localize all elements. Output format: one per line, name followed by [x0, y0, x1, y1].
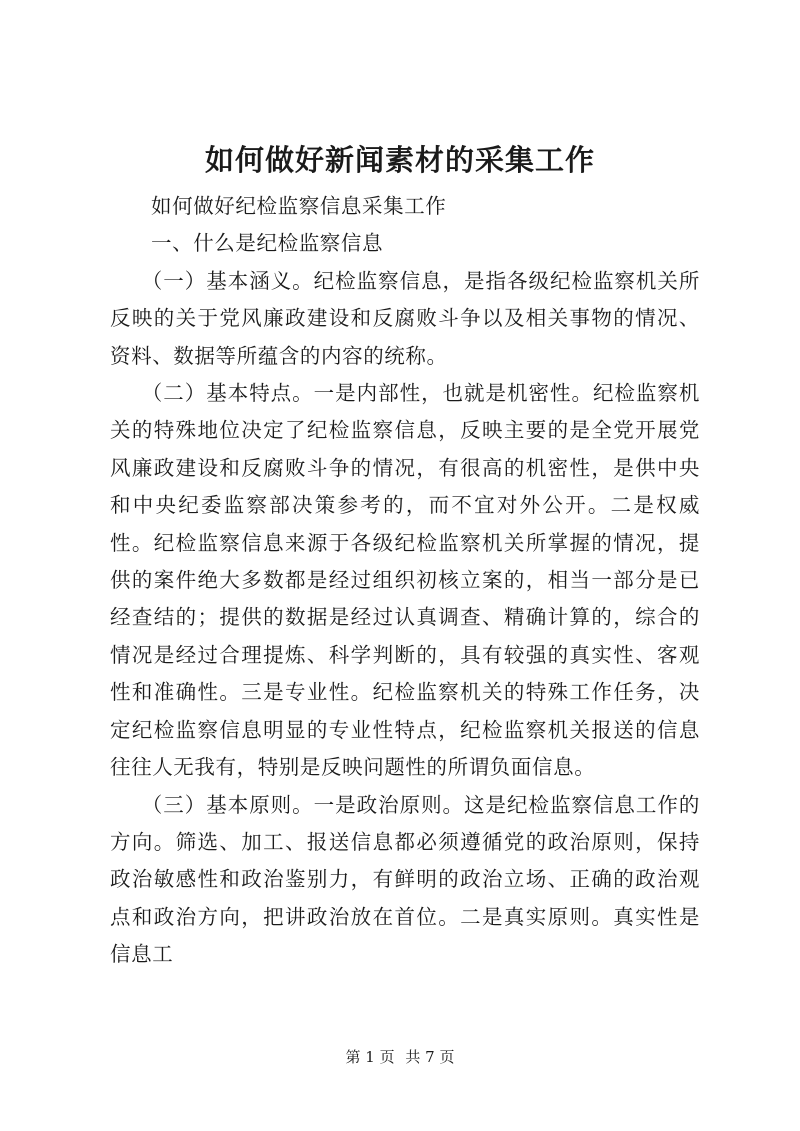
page-footer	[0, 1047, 800, 1067]
document-title: 如何做好新闻素材的采集工作	[204, 143, 595, 177]
paragraph-basic-principles: （三）基本原则。一是政治原则。这是纪检监察信息工作的方向。筛选、加工、报送信息都必须遵循党的政治原则，保持政治敏感性和政治鉴别力，有鲜明的政治立场、正确的政治观点和政治方向，把讲政治放在首位。二是真实原则。真实性是信息工	[110, 792, 700, 967]
paragraph-section-heading: 一、什么是纪检监察信息	[151, 231, 384, 256]
paragraph-subtitle: 如何做好纪检监察信息采集工作	[151, 194, 447, 218]
paragraph-basic-features: （二）基本特点。一是内部性，也就是机密性。纪检监察机关的特殊地位决定了纪检监察信息，反映主要的是全党开展党风廉政建设和反腐败斗争的情况，有很高的机密性，是供中央和中央纪委监察部决策参考的，而不宜对外公开。二是权威性。纪检监察信息来源于各级纪检监察机关所掌握的情况，提供的案件绝大多数都是经过组织初核立案的，相当一部分是已经查结的；提供的数据是经过认真调查、精确计算的，综合的情况是经过合理提炼、科学判断的，具有较强的真实性、客观性和准确性。三是专业性。纪检监察机关的特殊工作任务，决定纪检监察信息明显的专业性特点，纪检监察机关报送的信息往往人无我有，特别是反映问题性的所谓负面信息。	[110, 381, 700, 780]
page-number: 第 1 页	[345, 1048, 395, 1066]
document-body	[110, 188, 700, 974]
page-total: 共 7 页	[405, 1048, 455, 1066]
paragraph-basic-meaning: （一）基本涵义。纪检监察信息，是指各级纪检监察机关所反映的关于党风廉政建设和反腐败斗争以及相关事物的情况、资料、数据等所蕴含的内容的统称。	[110, 268, 700, 368]
